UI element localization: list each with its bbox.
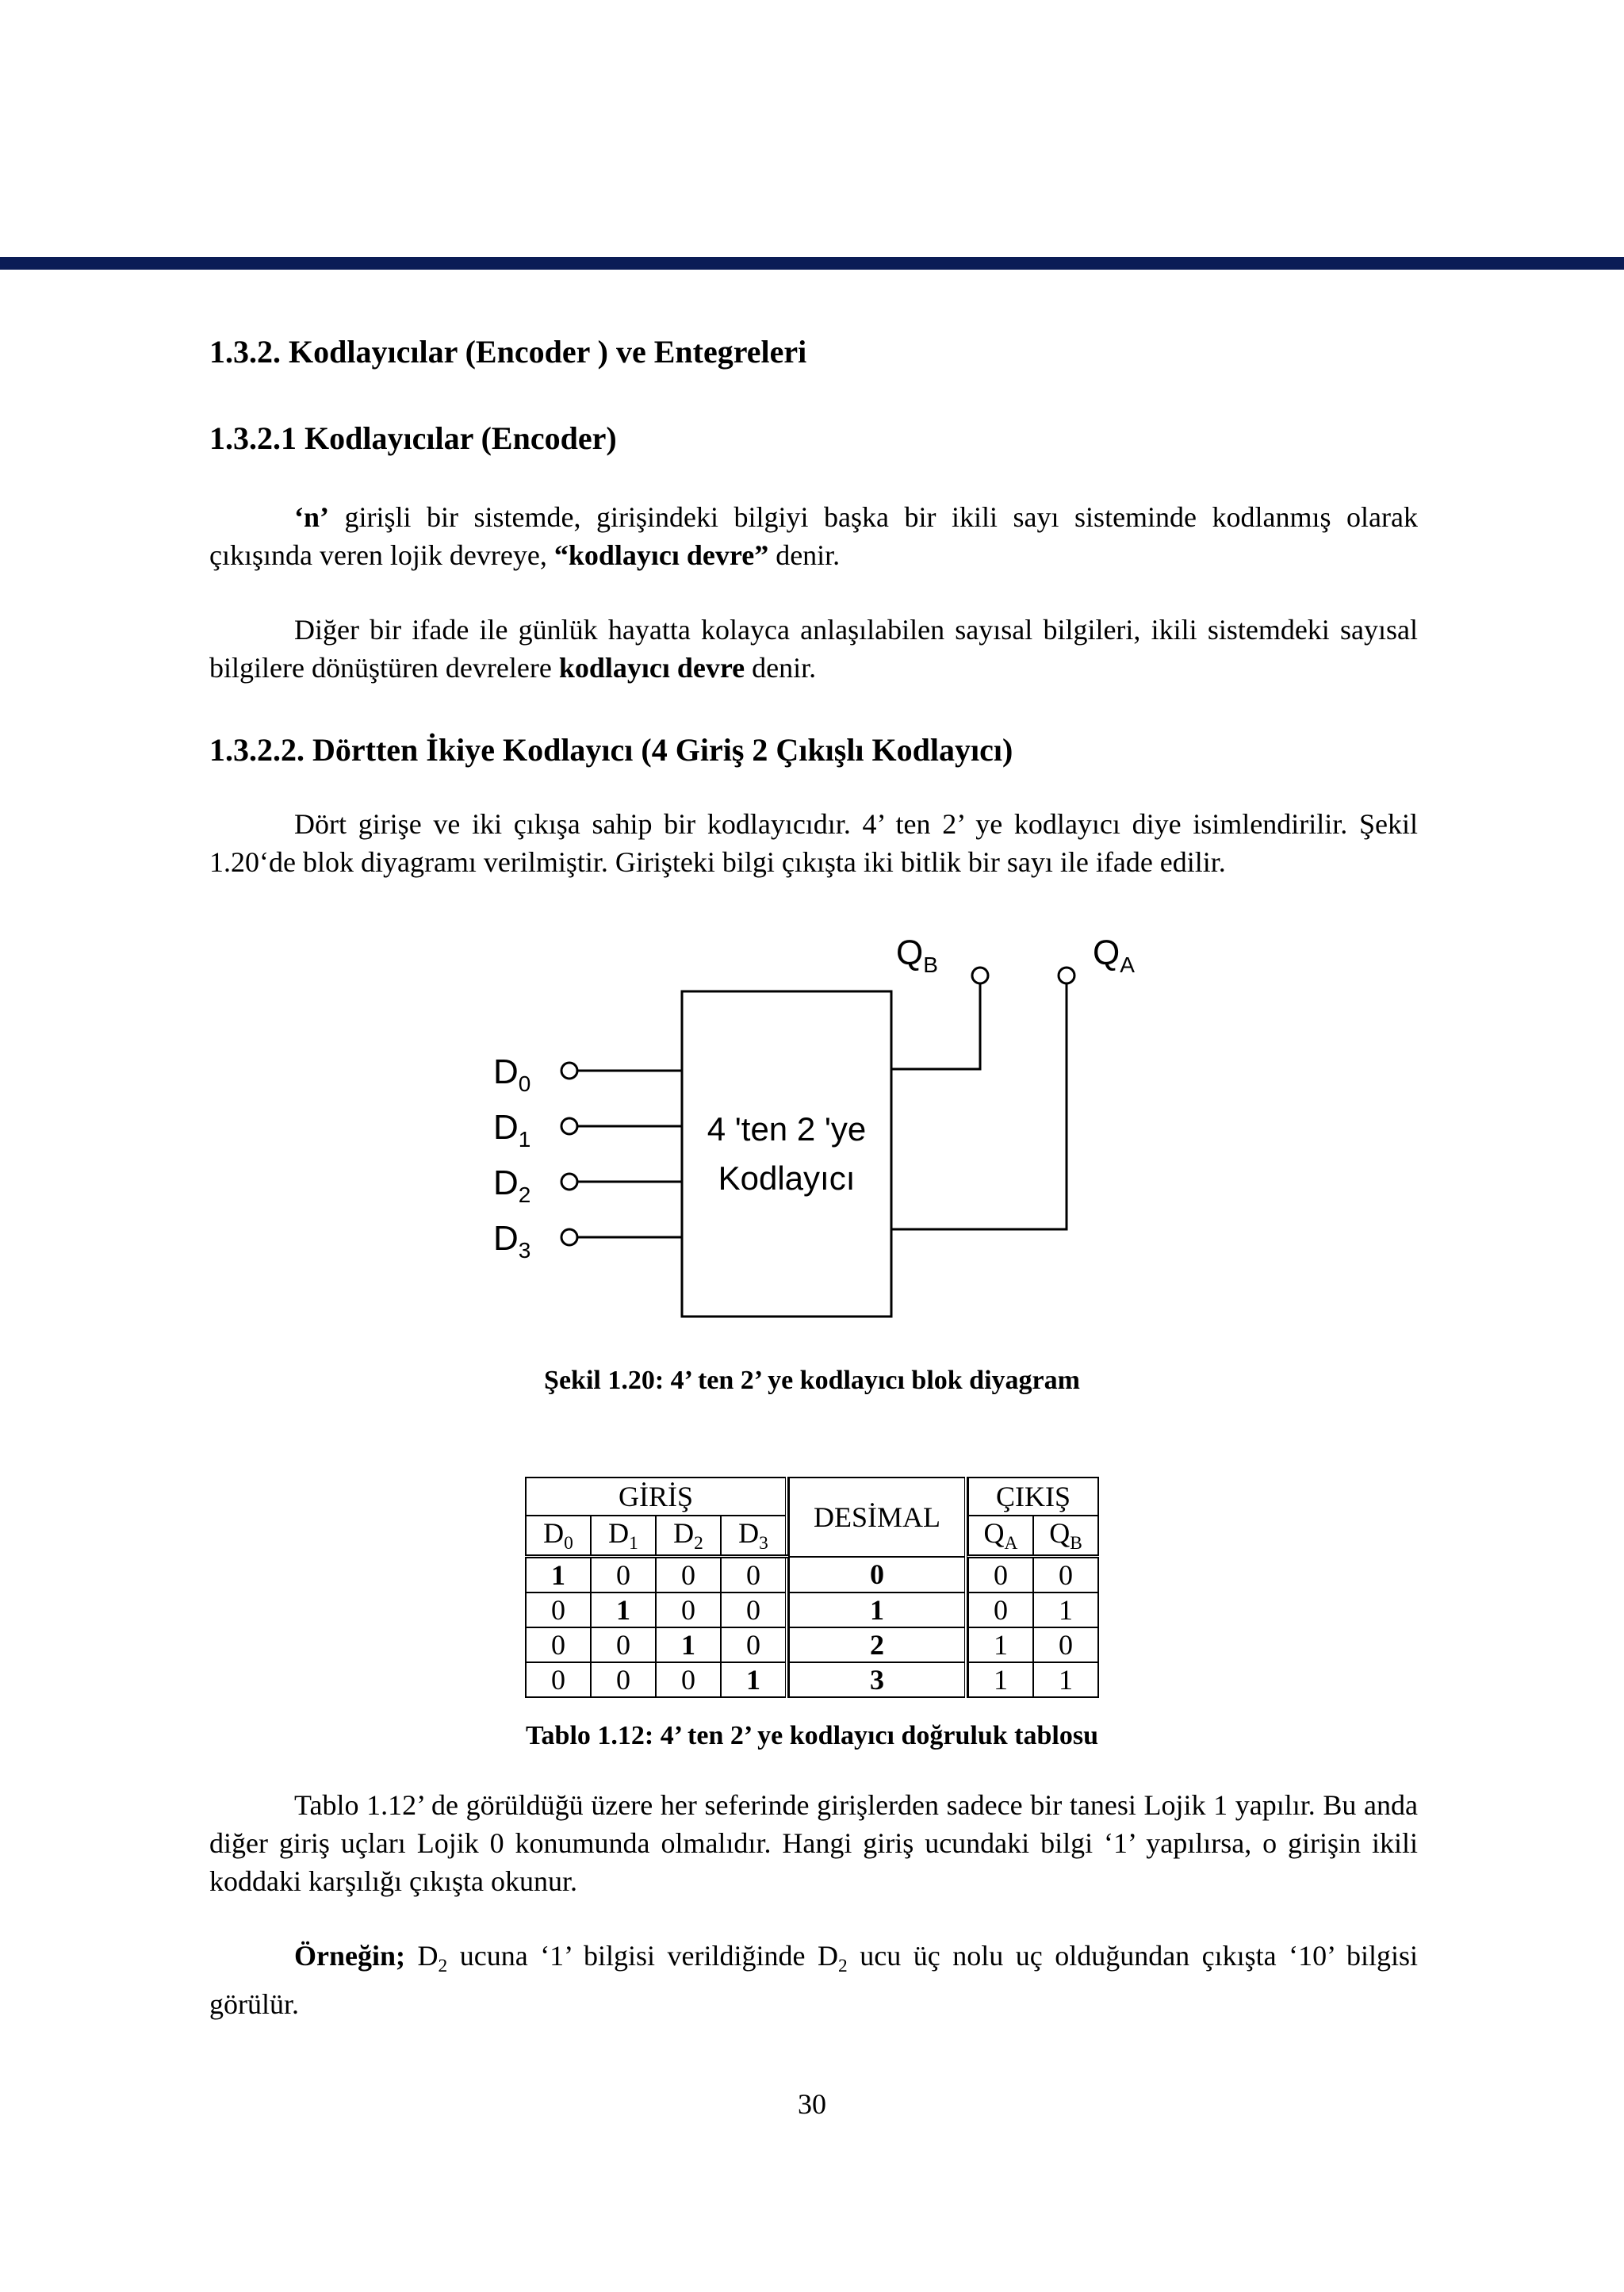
input-label: $D_3$ xyxy=(493,1219,531,1263)
output-qb xyxy=(891,933,988,1069)
page-content xyxy=(209,333,1418,881)
term-encoder-2: kodlayıcı devre xyxy=(558,652,745,684)
input-d3 xyxy=(493,1219,682,1263)
paragraph-explanation: Tablo 1.12’ de görüldüğü üzere her seferinde girişlerden sadece bir tanesi Lojik 1 yapılır. Bu anda diğer giriş uçları Lojik 0 konumunda olmalıdır. Hangi giriş ucundaki bilgi ‘1’ yapılırsa, o girişin ikili koddaki karşılığı çıkışta okunur. xyxy=(209,1789,1418,1897)
header-output: ÇIKIŞ xyxy=(968,1478,1098,1516)
section-heading: 1.3.2. Kodlayıcılar (Encoder ) ve Entegreleri xyxy=(209,334,807,370)
table-row: 0 1 0 0 1 0 1 xyxy=(526,1593,1098,1627)
input-d2 xyxy=(493,1163,682,1207)
block-label-1: 4 'ten 2 'ye xyxy=(707,1110,867,1148)
block-diagram xyxy=(476,928,1166,1340)
input-d0 xyxy=(493,1052,682,1096)
term-encoder: “kodlayıcı devre” xyxy=(553,539,769,571)
header-decimal: DESİMAL xyxy=(789,1478,966,1557)
paragraph-definition: ‘n’ girişli bir sistemde, girişindeki bilgiyi başka bir ikili sayı sisteminde kodlanmış olarak çıkışında veren lojik devreye, “kodlayıcı devre” denir. xyxy=(209,501,1418,571)
col-d2: $D_2$ xyxy=(656,1516,721,1557)
input-label: $D_2$ xyxy=(493,1163,531,1207)
paragraph-description: Dört girişe ve iki çıkışa sahip bir kodlayıcıdır. 4’ ten 2’ ye kodlayıcı diye isimlendirilir. Şekil 1.20‘de blok diyagramı verilmiştir. Girişteki bilgi çıkışta iki bitlik bir sayı ile ifade edilir. xyxy=(209,808,1418,878)
output-qa xyxy=(891,933,1135,1229)
encoder-diagram-svg xyxy=(476,928,1166,1340)
table-row: 0 0 1 0 2 1 0 xyxy=(526,1627,1098,1662)
block-label-2: Kodlayıcı xyxy=(718,1159,856,1197)
output-label: $Q_B$ xyxy=(896,933,938,977)
col-d3: $D_3$ xyxy=(721,1516,787,1557)
term-n: ‘n’ xyxy=(294,501,329,533)
input-terminal xyxy=(561,1118,577,1134)
subsection-heading: 1.3.2.1 Kodlayıcılar (Encoder) xyxy=(209,420,617,456)
col-qb: $Q_B$ xyxy=(1033,1516,1098,1557)
col-d1: $D_1$ xyxy=(591,1516,656,1557)
input-terminal xyxy=(561,1174,577,1190)
truth-table xyxy=(525,1477,1099,1698)
table-group-header xyxy=(526,1478,1098,1516)
figure-caption: Şekil 1.20: 4’ ten 2’ ye kodlayıcı blok diyagram xyxy=(544,1366,1080,1395)
paragraph-definition-2: Diğer bir ifade ile günlük hayatta kolayca anlaşılabilen sayısal bilgileri, ikili sistemdeki sayısal bilgilere dönüştüren devrelere kodlayıcı devre denir. xyxy=(209,614,1418,684)
output-terminal xyxy=(1059,968,1074,983)
output-terminal xyxy=(972,968,988,983)
table-row: 1 0 0 0 0 0 0 xyxy=(526,1557,1098,1593)
header-bar xyxy=(0,257,1624,270)
example-label: Örneğin; xyxy=(294,1940,405,1972)
table-row: 0 0 0 1 3 1 1 xyxy=(526,1662,1098,1697)
table-caption: Tablo 1.12: 4’ ten 2’ ye kodlayıcı doğruluk tablosu xyxy=(526,1721,1098,1750)
page-content-lower xyxy=(209,1786,1418,2023)
input-terminal xyxy=(561,1063,577,1079)
col-d0: $D_0$ xyxy=(526,1516,591,1557)
page-number: 30 xyxy=(798,2088,826,2120)
paragraph-example: Örneğin; $D_2$ ucuna ‘1’ bilgisi verildiğinde $D_2$ ucu üç nolu uç olduğundan çıkışta ‘10’ bilgisi görülür. xyxy=(209,1940,1418,2021)
input-terminal xyxy=(561,1229,577,1245)
subsection-heading-2: 1.3.2.2. Dörtten İkiye Kodlayıcı (4 Giriş 2 Çıkışlı Kodlayıcı) xyxy=(209,732,1013,768)
output-label: $Q_A$ xyxy=(1093,933,1135,977)
col-qa: $Q_A$ xyxy=(968,1516,1033,1557)
encoder-block xyxy=(682,991,891,1317)
input-label: $D_0$ xyxy=(493,1052,531,1096)
input-label: $D_1$ xyxy=(493,1108,531,1152)
header-input: GİRİŞ xyxy=(526,1478,787,1516)
input-d1 xyxy=(493,1108,682,1152)
